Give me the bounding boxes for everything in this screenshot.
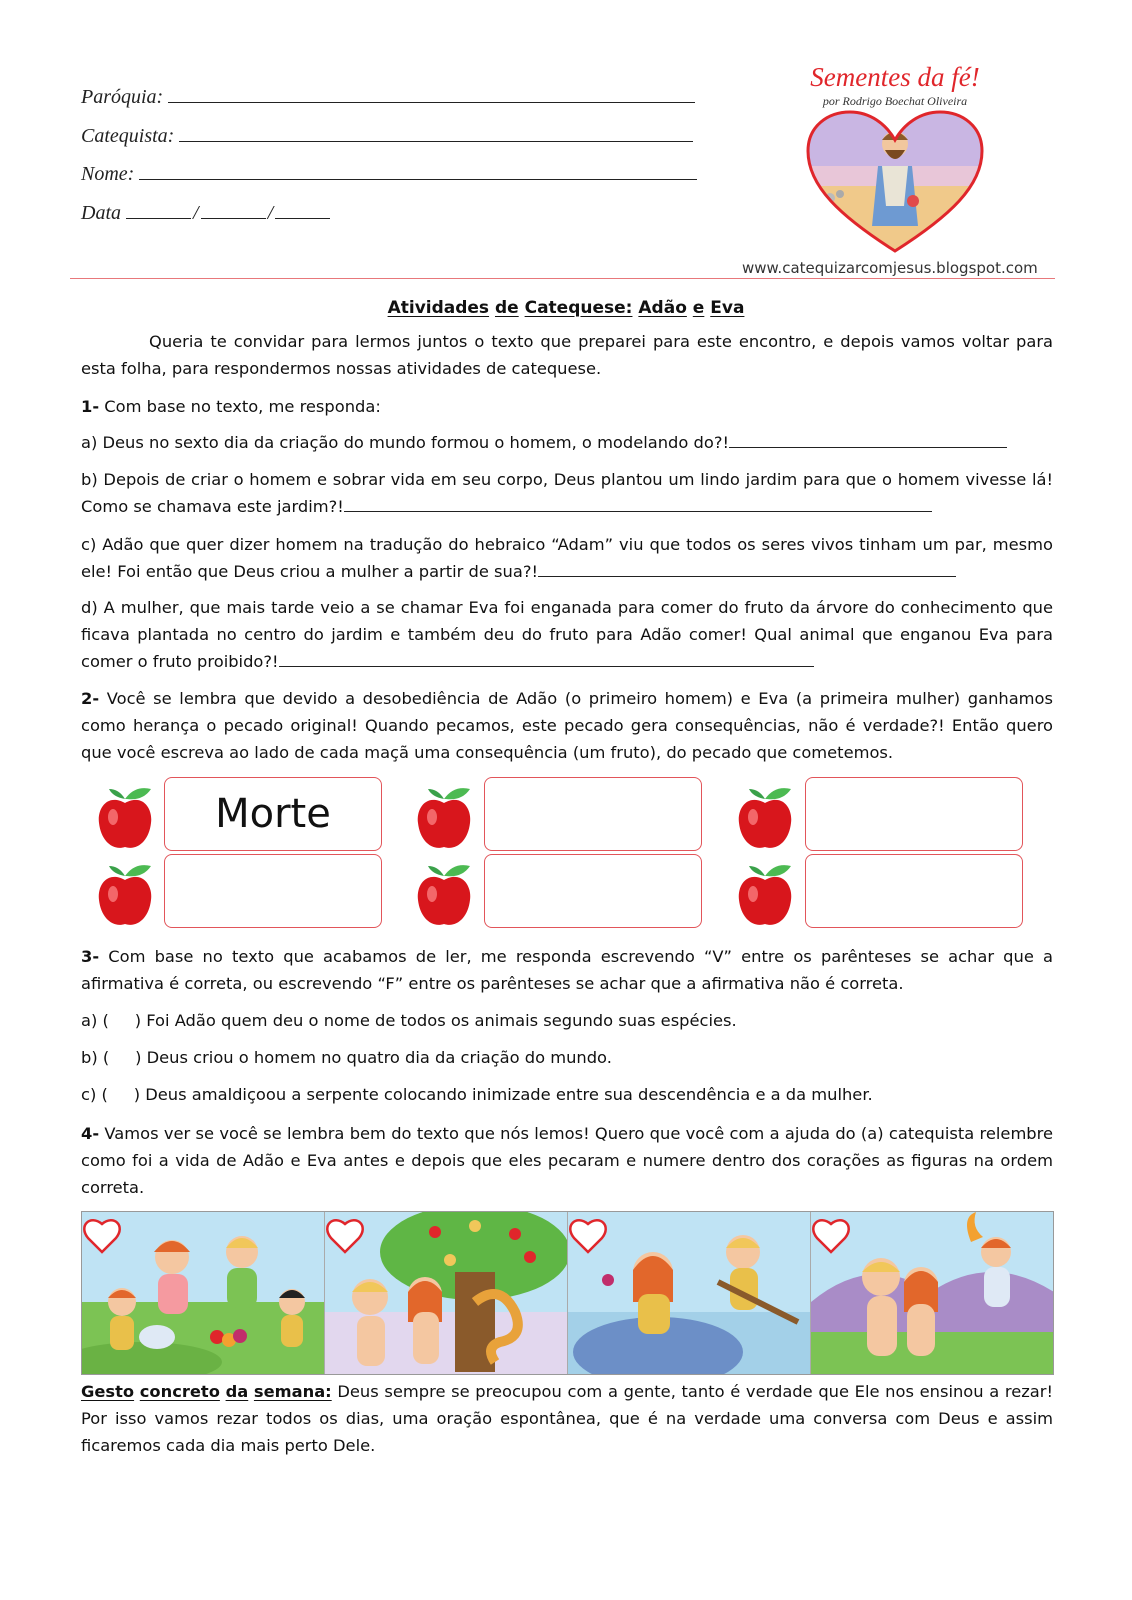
story-picture-expulsion — [811, 1212, 1053, 1374]
work-scene-icon — [568, 1212, 811, 1374]
consequence-box-4[interactable] — [164, 854, 382, 928]
q2-paragraph — [81, 685, 1053, 766]
q1c — [81, 531, 1053, 585]
consequence-box-2[interactable] — [484, 777, 702, 851]
tree-serpent-scene-icon — [325, 1212, 568, 1374]
logo-heart-icon — [800, 106, 990, 256]
q3-text: Com base no texto que acabamos de ler, me responda escrevendo “V” entre os parênteses se achar que a afirmativa é correta, ou escrevendo “F” entre os parênteses se achar que a afirmativa não é correta. — [81, 947, 1053, 993]
q1b-answer-line[interactable] — [344, 496, 932, 512]
consequence-box-5[interactable] — [484, 854, 702, 928]
header-divider — [70, 278, 1055, 279]
weekly-action-label-word: semana: — [253, 1382, 332, 1401]
story-picture-work — [568, 1212, 811, 1374]
title-word: de — [494, 298, 519, 318]
q1a-text: a) Deus no sexto dia da criação do mundo formou o homem, o modelando do?! — [81, 433, 729, 452]
name-label: Nome: — [81, 163, 135, 185]
apple-icon — [414, 783, 474, 853]
q3-number: 3- — [81, 947, 100, 966]
weekly-action-paragraph — [81, 1378, 1053, 1459]
q1-number: 1- — [81, 397, 100, 416]
page-title — [0, 298, 1132, 318]
apple-icon — [414, 860, 474, 930]
catechist-input-line[interactable] — [179, 124, 693, 142]
q3c-statement[interactable]: c) ( ) Deus amaldiçoou a serpente colocando inimizade entre sua descendência e a da mulher. — [81, 1085, 873, 1104]
family-scene-icon — [82, 1212, 325, 1374]
q3a-statement[interactable]: a) ( ) Foi Adão quem deu o nome de todos os animais segundo suas espécies. — [81, 1011, 737, 1030]
date-label: Data — [81, 202, 121, 224]
q1d — [81, 594, 1053, 675]
apple-icon — [735, 783, 795, 853]
date-field[interactable] — [81, 201, 330, 225]
name-field[interactable] — [81, 162, 697, 186]
q2-text: Você se lembra que devido a desobediência de Adão (o primeiro homem) e Eva (a primeira mulher) ganhamos como herança o pecado original! Quando pecamos, este pecado gera consequências, não é verdade?! Então quero que você escreva ao lado de cada maçã uma consequência (um fruto), do pecado que cometemos. — [81, 689, 1053, 762]
site-url: www.catequizarcomjesus.blogspot.com — [742, 259, 1038, 277]
q4-text: Vamos ver se você se lembra bem do texto que nós lemos! Quero que você com a ajuda do (a) catequista relembre como foi a vida de Adão e Eva antes e depois que eles pecaram e numere dentro dos corações as figuras na ordem correta. — [81, 1124, 1053, 1197]
title-word: Catequese: — [524, 298, 633, 318]
story-picture-family — [82, 1212, 325, 1374]
q1a-answer-line[interactable] — [729, 432, 1007, 448]
q1b-text: b) Depois de criar o homem e sobrar vida em seu corpo, Deus plantou um lindo jardim para que o homem vivesse lá! Como se chamava este jardim?! — [81, 470, 1053, 516]
date-month-line[interactable] — [201, 201, 266, 219]
weekly-action-label-word: da — [225, 1382, 249, 1401]
title-word: Adão — [638, 298, 687, 318]
expulsion-scene-icon — [811, 1212, 1053, 1374]
parish-field[interactable] — [81, 85, 695, 109]
date-day-line[interactable] — [126, 201, 191, 219]
date-separator: / — [267, 202, 274, 224]
catechist-field[interactable] — [81, 124, 693, 148]
parish-label: Paróquia: — [81, 86, 164, 108]
q1d-answer-line[interactable] — [279, 651, 814, 667]
weekly-action-label-word: concreto — [139, 1382, 220, 1401]
catechist-label: Catequista: — [81, 125, 175, 147]
apple-icon — [95, 783, 155, 853]
q1-heading — [81, 393, 1053, 420]
q3-paragraph — [81, 943, 1053, 997]
q4-paragraph — [81, 1120, 1053, 1201]
consequence-box-3[interactable] — [805, 777, 1023, 851]
q1c-answer-line[interactable] — [538, 561, 956, 577]
parish-input-line[interactable] — [168, 85, 695, 103]
story-pictures — [81, 1211, 1054, 1375]
logo-subtitle: por Rodrigo Boechat Oliveira — [822, 94, 968, 108]
intro-paragraph: Queria te convidar para lermos juntos o texto que preparei para este encontro, e depois vamos voltar para esta folha, para respondermos nossas atividades de catequese. — [81, 332, 1053, 378]
q1b — [81, 466, 1053, 520]
story-picture-tree — [325, 1212, 568, 1374]
apple-icon — [95, 860, 155, 930]
date-year-line[interactable] — [275, 201, 330, 219]
q2-number: 2- — [81, 689, 100, 708]
q1c-text: c) Adão que quer dizer homem na tradução do hebraico “Adam” viu que todos os seres vivos tinham um par, mesmo ele! Foi então que Deus criou a mulher a partir de sua?! — [81, 535, 1053, 581]
consequence-box-6[interactable] — [805, 854, 1023, 928]
date-separator: / — [193, 202, 199, 224]
q3b-statement[interactable]: b) ( ) Deus criou o homem no quatro dia da criação do mundo. — [81, 1048, 612, 1067]
title-word: Eva — [710, 298, 745, 318]
weekly-action-label-word: Gesto — [81, 1382, 135, 1401]
consequence-box-1[interactable]: Morte — [164, 777, 382, 851]
q1-text: Com base no texto, me responda: — [104, 397, 381, 416]
title-word: e — [692, 298, 705, 318]
title-word: Atividades — [387, 298, 490, 318]
q4-number: 4- — [81, 1124, 100, 1143]
weekly-action-text: Deus sempre se preocupou com a gente, tanto é verdade que Ele nos ensinou a rezar! Por isso vamos rezar todos os dias, uma oração espontânea, que é na verdade uma conversa com Deus e assim ficaremos cada dia mais perto Dele. — [81, 1382, 1053, 1455]
logo-title: Sementes da fé! — [810, 62, 980, 92]
name-input-line[interactable] — [139, 162, 697, 180]
q1a — [81, 429, 1053, 456]
q1d-text: d) A mulher, que mais tarde veio a se chamar Eva foi enganada para comer do fruto da árvore do conhecimento que ficava plantada no centro do jardim e também deu do fruto para Adão comer! Qual animal que enganou Eva para comer o fruto proibido?! — [81, 598, 1053, 671]
apple-icon — [735, 860, 795, 930]
